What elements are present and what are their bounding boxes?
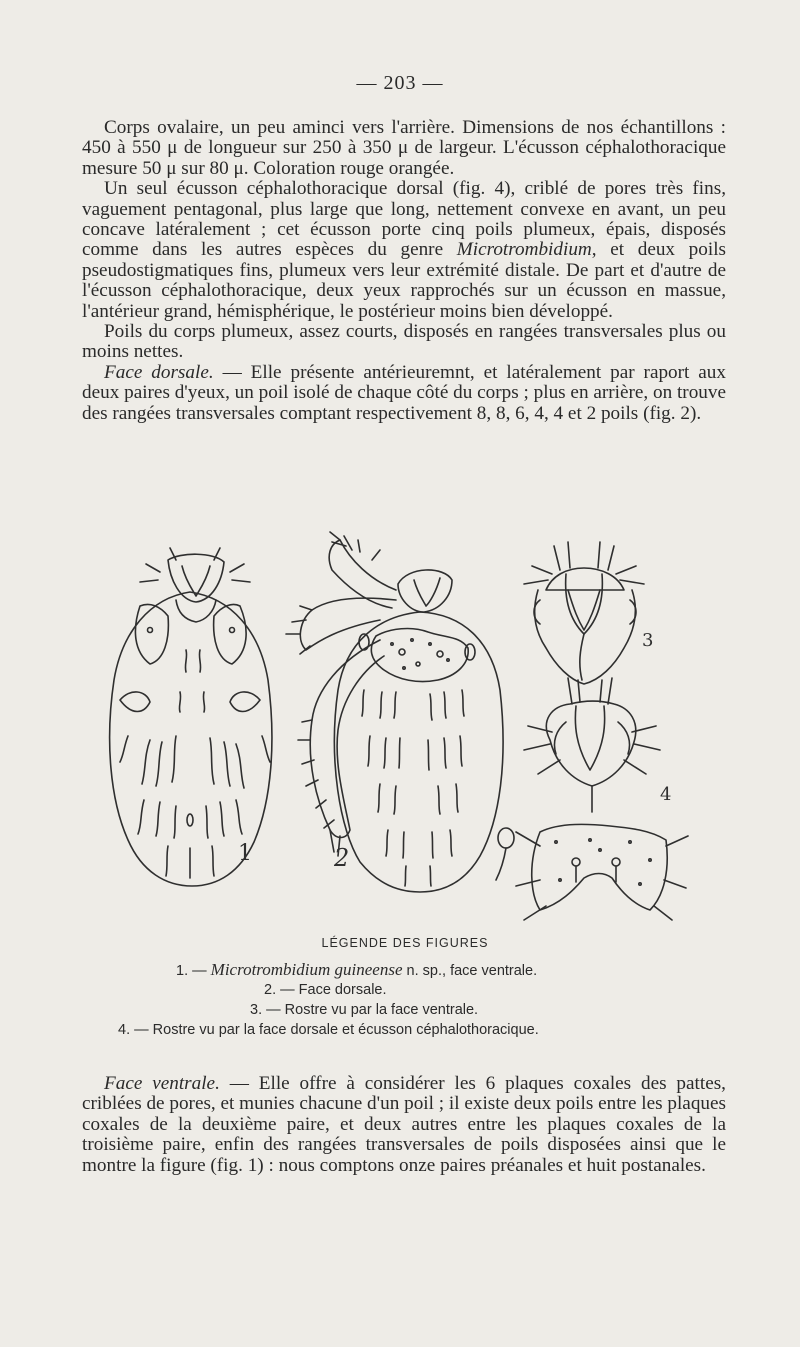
figure-legend xyxy=(0,936,800,1038)
figure-4-rostrum-dorsal xyxy=(496,678,688,920)
figure-3-rostrum-ventral xyxy=(524,542,644,684)
figure-number-4: 4 xyxy=(660,784,672,805)
legend-item-4: 4. — Rostre vu par la face dorsale et écusson céphalothoracique. xyxy=(118,1022,539,1038)
figure-2-dorsal-view xyxy=(286,532,503,892)
legend-title: LÉGENDE DES FIGURES xyxy=(321,936,489,950)
body-text-top xyxy=(82,118,726,424)
legend-item-1: 1. — Microtrombidium guineense n. sp., face ventrale. xyxy=(176,960,538,979)
legend-item-3: 3. — Rostre vu par la face ventrale. xyxy=(250,1002,479,1018)
figure-number-2: 2 xyxy=(334,844,350,872)
body-text-bottom xyxy=(82,1074,726,1176)
figure-number-3: 3 xyxy=(642,630,654,651)
paragraph-ecusson: Un seul écusson céphalothoracique dorsal (fig. 4), criblé de pores très fins, vaguement pentagonal, plus large que long, nettement convexe en avant, un peu concave latéralement ; cet écusson porte cinq poils plumeux, épais, disposés comme dans les autres espèces du genre Microtrombidium, et deux poils pseudostigmatiques fins, plumeux vers leur extrémité distale. De part et d'autre de l'écusson céphalothoracique, deux yeux rapprochés sur un écusson en massue, l'antérieur grand, hémisphérique, le postérieur moins bien développé. xyxy=(82,178,726,322)
paragraph-description: Corps ovalaire, un peu aminci vers l'arrière. Dimensions de nos échantillons : 450 à 550 μ de longueur sur 250 à 350 μ de largeur. L'écusson céphalothoracique mesure 50 μ sur 80 μ. Coloration rouge orangée. xyxy=(82,117,726,179)
page-number: — 203 — xyxy=(356,72,444,94)
figure-number-1: 1 xyxy=(238,841,252,866)
paragraph-poils: Poils du corps plumeux, assez courts, disposés en rangées transversales plus ou moins nettes. xyxy=(82,321,726,363)
paragraph-face-ventrale: Face ventrale. — Elle offre à considérer les 6 plaques coxales des pattes, criblées de pores, et munies chacune d'un poil ; il existe deux poils entre les plaques coxales de la deuxième paire, et deux autres entre les plaques coxales de la troisième paire, enfin des rangées transversales de poils disposées ainsi que le montre la figure (fig. 1) : nous comptons onze paires préanales et huit postanales. xyxy=(82,1073,726,1176)
legend-item-2: 2. — Face dorsale. xyxy=(264,982,387,998)
figure-1-ventral-view xyxy=(110,548,272,886)
paragraph-face-dorsale: Face dorsale. — Elle présente antérieuremnt, et latéralement par raport aux deux paires d'yeux, un poil isolé de chaque côté du corps ; plus en arrière, on trouve des rangées transversales comptant respectivement 8, 8, 6, 4, 4 et 2 poils (fig. 2). xyxy=(82,361,726,424)
